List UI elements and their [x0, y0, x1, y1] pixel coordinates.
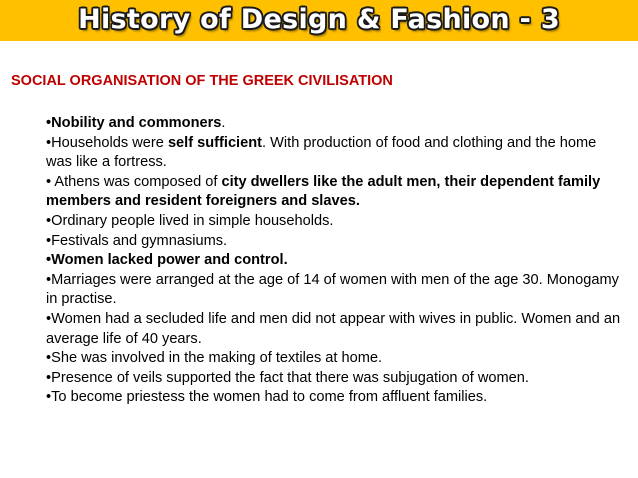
text-run: •Households were	[46, 134, 168, 151]
text-run: •To become priestess the women had to come from affluent families.	[46, 389, 488, 406]
slide-title: History of Design & Fashion - 3	[78, 4, 560, 35]
bullet-list	[46, 114, 626, 408]
text-run: •Ordinary people lived in simple households.	[46, 212, 334, 229]
bold-text: •Nobility and commoners	[46, 115, 222, 131]
section-heading: SOCIAL ORGANISATION OF THE GREEK CIVILISATION	[11, 73, 393, 89]
text-run: •She was involved in the making of textiles at home.	[46, 350, 383, 367]
bullet-item	[46, 310, 626, 349]
text-run: • Athens was composed of	[46, 173, 222, 190]
text-run: .	[221, 115, 226, 131]
bullet-item	[46, 134, 626, 173]
bold-text: self sufficient	[167, 134, 263, 151]
text-run: •Festivals and gymnasiums.	[46, 232, 228, 249]
bullet-item	[46, 388, 626, 408]
text-run: •Presence of veils supported the fact that there was subjugation of women.	[46, 369, 529, 386]
title-banner	[0, 0, 638, 41]
text-run: . With production of food and clothing and the home was like a fortress.	[46, 134, 597, 171]
text-run: •Women had a secluded life and men did not appear with wives in public. Women and an average life of 40 years.	[46, 310, 621, 347]
bullet-item	[46, 232, 626, 252]
bold-text: city dwellers like the adult men, their dependent family members and resident foreigners and slaves.	[46, 173, 601, 210]
bullet-item	[46, 114, 626, 134]
bold-text: •Women lacked power and control.	[46, 252, 288, 269]
text-run: •Marriages were arranged at the age of 14 of women with men of the age 30. Monogamy in practise.	[46, 271, 619, 308]
bullet-item	[46, 173, 626, 212]
bullet-item	[46, 369, 626, 389]
bullet-item	[46, 251, 626, 271]
bullet-item	[46, 349, 626, 369]
bullet-item	[46, 271, 626, 310]
bullet-item	[46, 212, 626, 232]
